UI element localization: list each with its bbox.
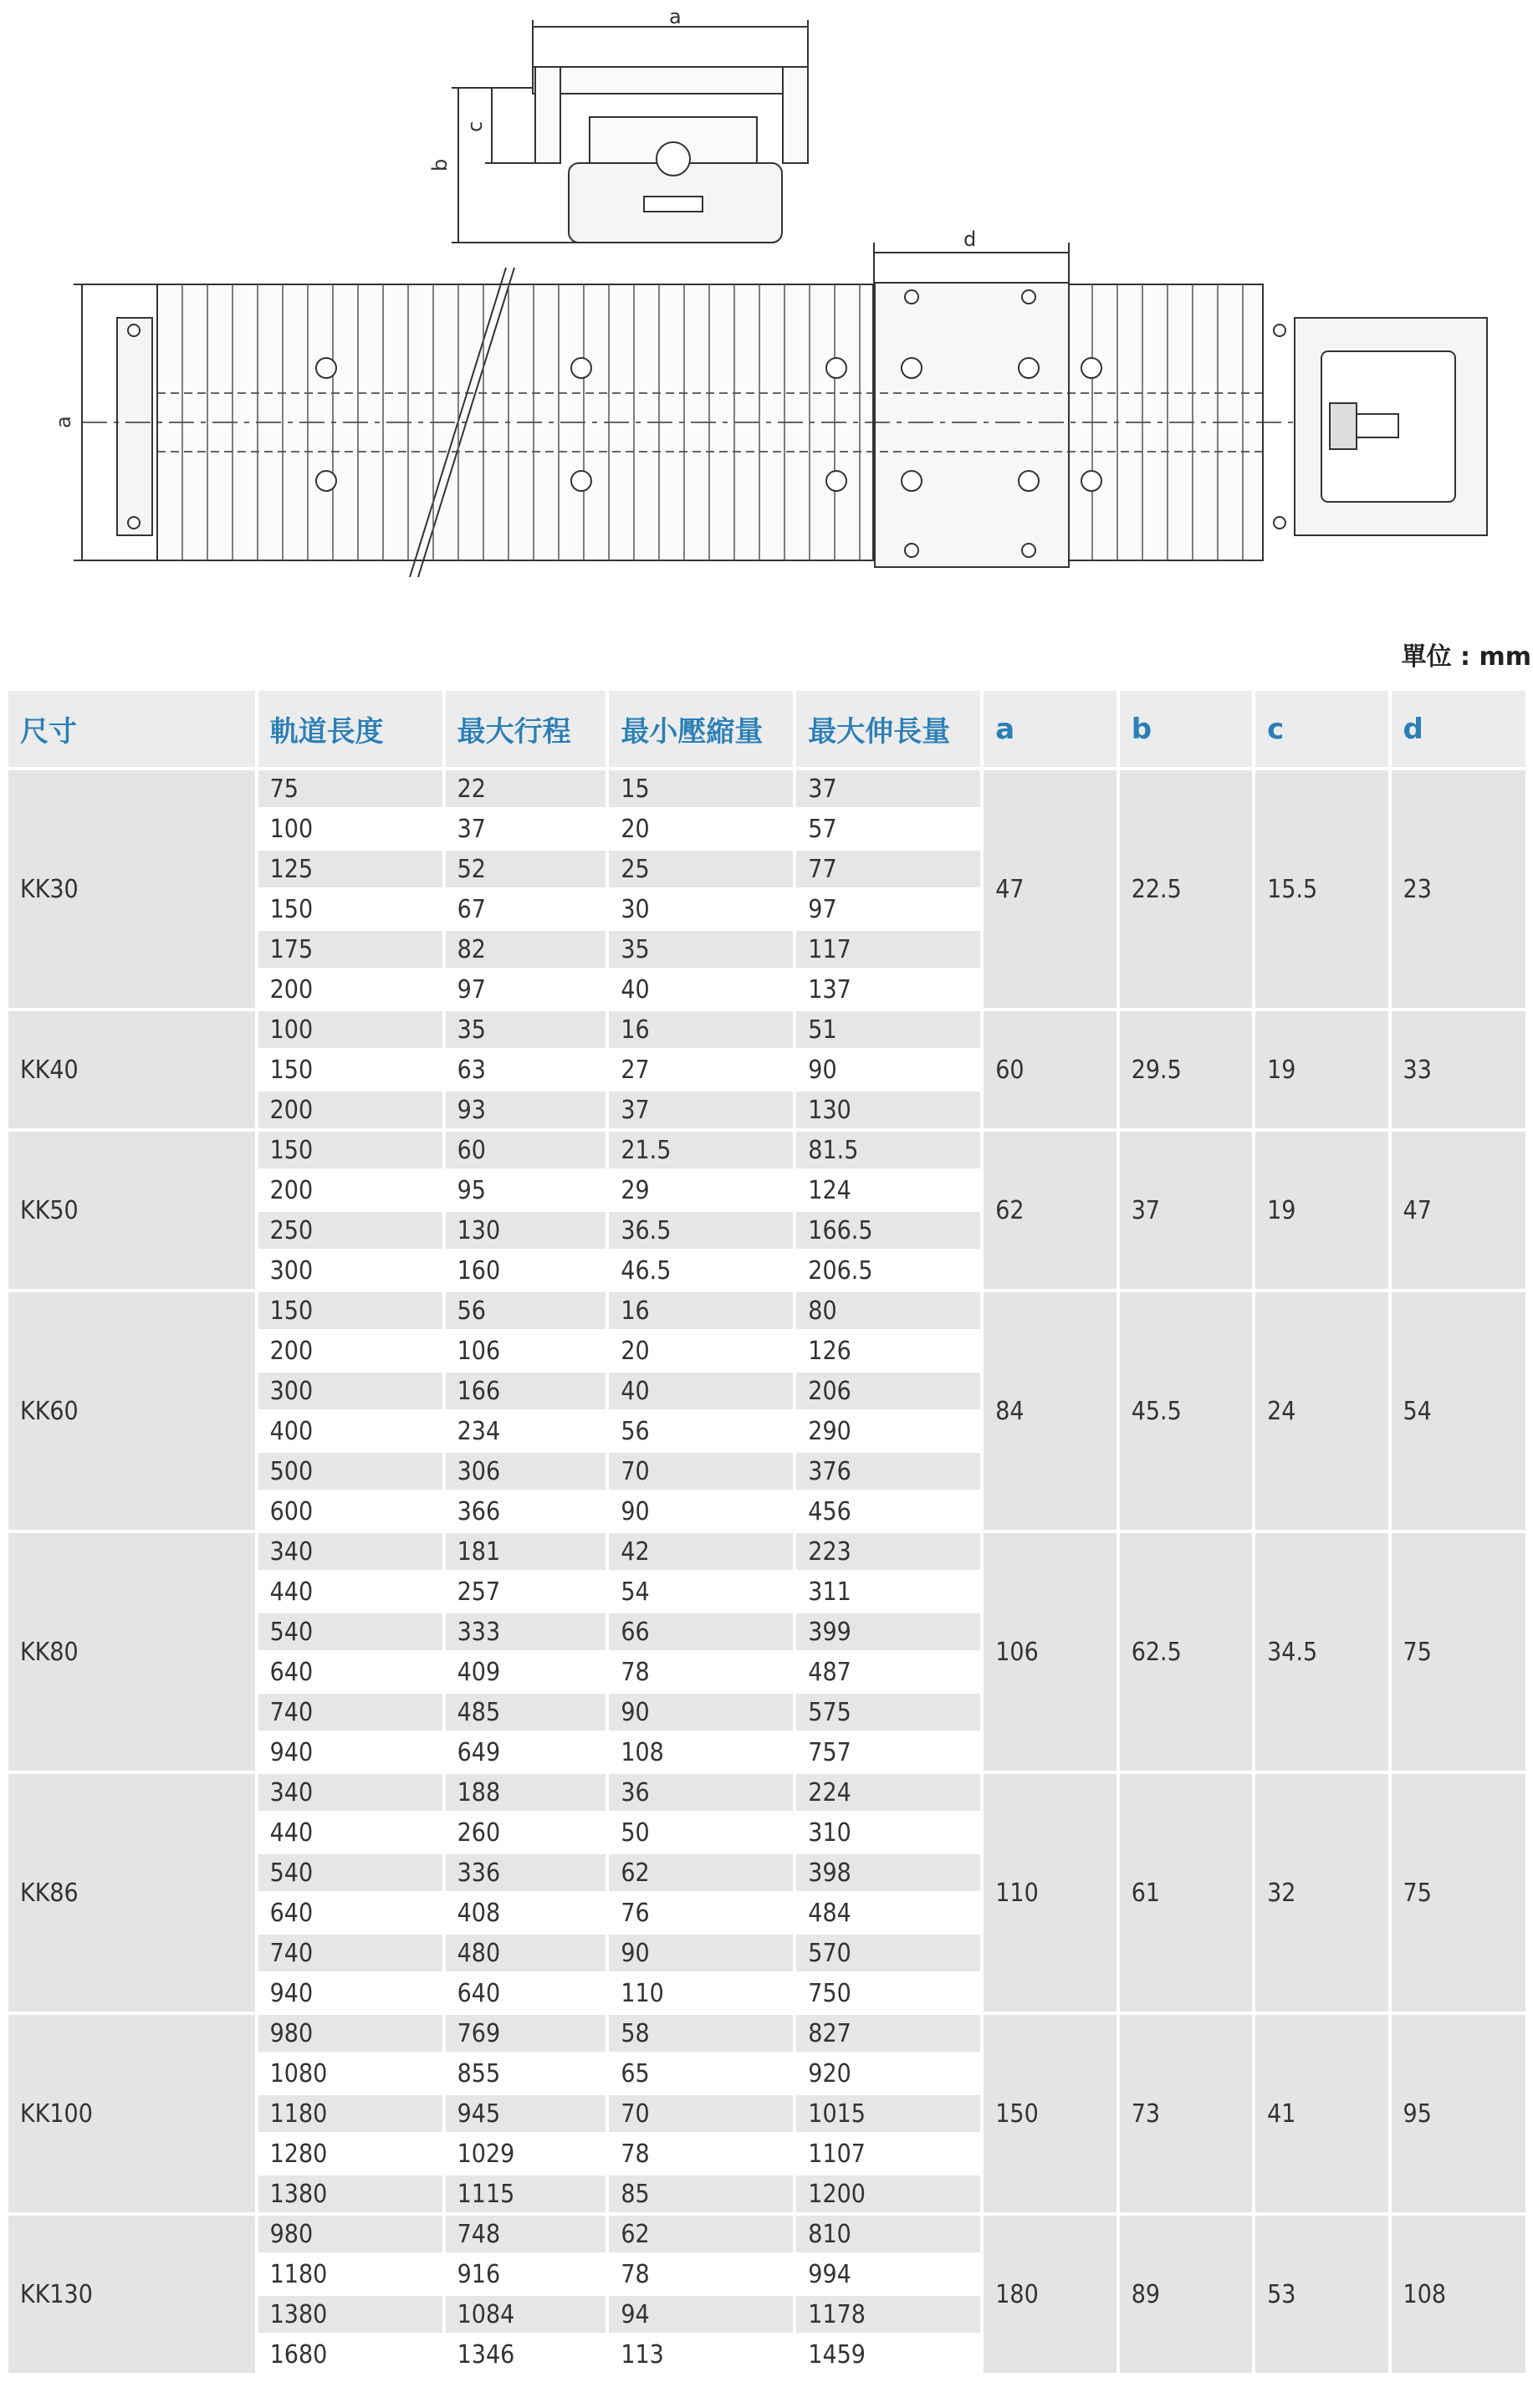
max-extension-cell: 166.5 <box>796 1212 980 1249</box>
min-compression-cell: 35 <box>609 931 793 968</box>
model-cell: KK40 <box>8 1011 255 1128</box>
model-cell: KK130 <box>8 2216 255 2373</box>
rail-length-cell: 440 <box>258 1573 442 1610</box>
min-compression-cell: 30 <box>609 891 793 928</box>
table-body <box>8 770 1525 2373</box>
max-stroke-cell: 97 <box>446 971 606 1008</box>
max-stroke-cell: 37 <box>446 810 606 847</box>
max-stroke-cell: 409 <box>446 1654 606 1690</box>
dim-a-cell: 62 <box>984 1132 1116 1289</box>
dim-b-cell: 73 <box>1120 2015 1252 2212</box>
max-extension-cell: 810 <box>796 2216 980 2252</box>
table-header-row <box>8 691 1525 767</box>
max-stroke-cell: 748 <box>446 2216 606 2252</box>
rail-length-cell: 100 <box>258 810 442 847</box>
max-stroke-cell: 56 <box>446 1292 606 1329</box>
min-compression-cell: 50 <box>609 1814 793 1851</box>
rail-length-cell: 150 <box>258 891 442 928</box>
rail-length-cell: 340 <box>258 1533 442 1570</box>
min-compression-cell: 29 <box>609 1172 793 1209</box>
max-stroke-cell: 306 <box>446 1453 606 1490</box>
dim-b-cell: 29.5 <box>1120 1011 1252 1128</box>
header-max-extension: 最大伸長量 <box>796 691 980 767</box>
min-compression-cell: 36.5 <box>609 1212 793 1249</box>
rail-length-cell: 300 <box>258 1252 442 1289</box>
min-compression-cell: 42 <box>609 1533 793 1570</box>
max-stroke-cell: 181 <box>446 1533 606 1570</box>
min-compression-cell: 90 <box>609 1694 793 1731</box>
max-stroke-cell: 408 <box>446 1894 606 1931</box>
dim-c-cell: 41 <box>1255 2015 1387 2212</box>
end-view <box>452 20 808 243</box>
min-compression-cell: 15 <box>609 770 793 807</box>
min-compression-cell: 54 <box>609 1573 793 1610</box>
table-row <box>8 770 1525 807</box>
max-stroke-cell: 166 <box>446 1373 606 1409</box>
max-stroke-cell: 35 <box>446 1011 606 1048</box>
model-cell: KK50 <box>8 1132 255 1289</box>
max-extension-cell: 206.5 <box>796 1252 980 1289</box>
dim-d-cell: 47 <box>1392 1132 1525 1289</box>
min-compression-cell: 65 <box>609 2055 793 2092</box>
dim-c-cell: 53 <box>1255 2216 1387 2373</box>
max-extension-cell: 399 <box>796 1613 980 1650</box>
dim-c-cell: 15.5 <box>1255 770 1387 1008</box>
header-min-compression: 最小壓縮量 <box>609 691 793 767</box>
min-compression-cell: 94 <box>609 2296 793 2333</box>
max-extension-cell: 1178 <box>796 2296 980 2333</box>
max-stroke-cell: 234 <box>446 1413 606 1449</box>
min-compression-cell: 70 <box>609 1453 793 1490</box>
dim-label-b: b <box>428 158 452 171</box>
max-stroke-cell: 1029 <box>446 2135 606 2172</box>
dim-a-cell: 180 <box>984 2216 1116 2373</box>
dim-b-cell: 62.5 <box>1120 1533 1252 1771</box>
min-compression-cell: 70 <box>609 2095 793 2132</box>
rail-length-cell: 1080 <box>258 2055 442 2092</box>
max-stroke-cell: 1346 <box>446 2336 606 2373</box>
rail-length-cell: 600 <box>258 1493 442 1530</box>
dim-c-cell: 19 <box>1255 1011 1387 1128</box>
max-extension-cell: 570 <box>796 1935 980 1971</box>
dim-c-cell: 24 <box>1255 1292 1387 1530</box>
model-cell: KK100 <box>8 2015 255 2212</box>
table-row <box>8 1132 1525 1168</box>
max-extension-cell: 398 <box>796 1854 980 1891</box>
dim-d-cell: 33 <box>1392 1011 1525 1128</box>
max-extension-cell: 575 <box>796 1694 980 1731</box>
dim-a-cell: 84 <box>984 1292 1116 1530</box>
rail-length-cell: 540 <box>258 1854 442 1891</box>
unit-label: 單位 : mm <box>1401 642 1531 672</box>
min-compression-cell: 85 <box>609 2175 793 2212</box>
min-compression-cell: 56 <box>609 1413 793 1449</box>
header-b: b <box>1120 691 1252 767</box>
max-extension-cell: 290 <box>796 1413 980 1449</box>
max-extension-cell: 130 <box>796 1092 980 1128</box>
rail-length-cell: 1380 <box>258 2175 442 2212</box>
table-row <box>8 1011 1525 1048</box>
max-stroke-cell: 485 <box>446 1694 606 1731</box>
max-stroke-cell: 130 <box>446 1212 606 1249</box>
rail-length-cell: 200 <box>258 1332 442 1369</box>
min-compression-cell: 20 <box>609 810 793 847</box>
max-stroke-cell: 945 <box>446 2095 606 2132</box>
dim-c-cell: 32 <box>1255 1774 1387 2012</box>
max-stroke-cell: 916 <box>446 2256 606 2293</box>
header-d: d <box>1392 691 1525 767</box>
max-stroke-cell: 60 <box>446 1132 606 1168</box>
max-extension-cell: 484 <box>796 1894 980 1931</box>
max-extension-cell: 920 <box>796 2055 980 2092</box>
max-stroke-cell: 769 <box>446 2015 606 2052</box>
rail-length-cell: 440 <box>258 1814 442 1851</box>
dim-d-cell: 95 <box>1392 2015 1525 2212</box>
rail-length-cell: 150 <box>258 1292 442 1329</box>
max-extension-cell: 97 <box>796 891 980 928</box>
table-row <box>8 1292 1525 1329</box>
dim-d-cell: 75 <box>1392 1533 1525 1771</box>
rail-length-cell: 200 <box>258 971 442 1008</box>
header-size: 尺寸 <box>8 691 255 767</box>
rail-length-cell: 100 <box>258 1011 442 1048</box>
dim-a-cell: 110 <box>984 1774 1116 2012</box>
max-extension-cell: 487 <box>796 1654 980 1690</box>
rail-length-cell: 75 <box>258 770 442 807</box>
max-extension-cell: 137 <box>796 971 980 1008</box>
min-compression-cell: 76 <box>609 1894 793 1931</box>
rail-length-cell: 340 <box>258 1774 442 1811</box>
dim-b-cell: 45.5 <box>1120 1292 1252 1530</box>
max-extension-cell: 1200 <box>796 2175 980 2212</box>
max-extension-cell: 77 <box>796 851 980 887</box>
min-compression-cell: 37 <box>609 1092 793 1128</box>
min-compression-cell: 27 <box>609 1051 793 1088</box>
max-stroke-cell: 1084 <box>446 2296 606 2333</box>
min-compression-cell: 16 <box>609 1011 793 1048</box>
spec-table <box>5 688 1529 2376</box>
rail-length-cell: 300 <box>258 1373 442 1409</box>
dim-label-d: d <box>963 228 977 251</box>
rail-length-cell: 175 <box>258 931 442 968</box>
table-row <box>8 2216 1525 2252</box>
max-extension-cell: 310 <box>796 1814 980 1851</box>
max-extension-cell: 57 <box>796 810 980 847</box>
max-extension-cell: 223 <box>796 1533 980 1570</box>
max-stroke-cell: 63 <box>446 1051 606 1088</box>
model-cell: KK80 <box>8 1533 255 1771</box>
max-extension-cell: 1015 <box>796 2095 980 2132</box>
max-stroke-cell: 188 <box>446 1774 606 1811</box>
max-stroke-cell: 257 <box>446 1573 606 1610</box>
max-stroke-cell: 67 <box>446 891 606 928</box>
max-stroke-cell: 106 <box>446 1332 606 1369</box>
rail-length-cell: 500 <box>258 1453 442 1490</box>
max-stroke-cell: 366 <box>446 1493 606 1530</box>
table-row <box>8 1774 1525 1811</box>
max-extension-cell: 117 <box>796 931 980 968</box>
max-extension-cell: 80 <box>796 1292 980 1329</box>
rail-length-cell: 980 <box>258 2216 442 2252</box>
max-extension-cell: 51 <box>796 1011 980 1048</box>
table-row <box>8 1533 1525 1570</box>
min-compression-cell: 21.5 <box>609 1132 793 1168</box>
max-stroke-cell: 260 <box>446 1814 606 1851</box>
min-compression-cell: 108 <box>609 1734 793 1771</box>
max-stroke-cell: 649 <box>446 1734 606 1771</box>
rail-length-cell: 200 <box>258 1092 442 1128</box>
dim-b-cell: 89 <box>1120 2216 1252 2373</box>
max-extension-cell: 456 <box>796 1493 980 1530</box>
min-compression-cell: 20 <box>609 1332 793 1369</box>
max-extension-cell: 827 <box>796 2015 980 2052</box>
max-stroke-cell: 95 <box>446 1172 606 1209</box>
min-compression-cell: 16 <box>609 1292 793 1329</box>
model-cell: KK30 <box>8 770 255 1008</box>
max-extension-cell: 1107 <box>796 2135 980 2172</box>
rail-length-cell: 940 <box>258 1734 442 1771</box>
max-extension-cell: 757 <box>796 1734 980 1771</box>
rail-length-cell: 1180 <box>258 2256 442 2293</box>
max-stroke-cell: 52 <box>446 851 606 887</box>
rail-length-cell: 640 <box>258 1654 442 1690</box>
max-stroke-cell: 1115 <box>446 2175 606 2212</box>
rail-length-cell: 940 <box>258 1975 442 2012</box>
max-extension-cell: 750 <box>796 1975 980 2012</box>
dim-label-c: c <box>463 120 487 132</box>
technical-drawing <box>0 0 1533 602</box>
max-extension-cell: 1459 <box>796 2336 980 2373</box>
rail-length-cell: 150 <box>258 1132 442 1168</box>
rail-length-cell: 640 <box>258 1894 442 1931</box>
header-rail-length: 軌道長度 <box>258 691 442 767</box>
min-compression-cell: 62 <box>609 2216 793 2252</box>
max-extension-cell: 206 <box>796 1373 980 1409</box>
max-stroke-cell: 160 <box>446 1252 606 1289</box>
min-compression-cell: 46.5 <box>609 1252 793 1289</box>
min-compression-cell: 36 <box>609 1774 793 1811</box>
model-cell: KK86 <box>8 1774 255 2012</box>
side-view <box>74 268 1487 577</box>
max-stroke-cell: 333 <box>446 1613 606 1650</box>
max-stroke-cell: 855 <box>446 2055 606 2092</box>
dim-label-a-side: a <box>52 416 75 428</box>
min-compression-cell: 25 <box>609 851 793 887</box>
min-compression-cell: 58 <box>609 2015 793 2052</box>
rail-length-cell: 740 <box>258 1694 442 1731</box>
table-row <box>8 2015 1525 2052</box>
min-compression-cell: 90 <box>609 1493 793 1530</box>
dim-b-cell: 61 <box>1120 1774 1252 2012</box>
rail-length-cell: 540 <box>258 1613 442 1650</box>
max-stroke-cell: 82 <box>446 931 606 968</box>
min-compression-cell: 110 <box>609 1975 793 2012</box>
max-stroke-cell: 93 <box>446 1092 606 1128</box>
dim-d-cell: 23 <box>1392 770 1525 1008</box>
max-stroke-cell: 336 <box>446 1854 606 1891</box>
header-c: c <box>1255 691 1387 767</box>
header-a: a <box>984 691 1116 767</box>
rail-length-cell: 150 <box>258 1051 442 1088</box>
min-compression-cell: 78 <box>609 2256 793 2293</box>
rail-length-cell: 125 <box>258 851 442 887</box>
header-max-stroke: 最大行程 <box>446 691 606 767</box>
rail-length-cell: 980 <box>258 2015 442 2052</box>
max-extension-cell: 124 <box>796 1172 980 1209</box>
min-compression-cell: 113 <box>609 2336 793 2373</box>
rail-length-cell: 400 <box>258 1413 442 1449</box>
dim-d-cell: 108 <box>1392 2216 1525 2373</box>
max-extension-cell: 311 <box>796 1573 980 1610</box>
max-stroke-cell: 640 <box>446 1975 606 2012</box>
rail-length-cell: 200 <box>258 1172 442 1209</box>
max-extension-cell: 376 <box>796 1453 980 1490</box>
min-compression-cell: 78 <box>609 2135 793 2172</box>
dim-a-cell: 106 <box>984 1533 1116 1771</box>
min-compression-cell: 78 <box>609 1654 793 1690</box>
dim-d-cell: 75 <box>1392 1774 1525 2012</box>
rail-length-cell: 250 <box>258 1212 442 1249</box>
max-extension-cell: 90 <box>796 1051 980 1088</box>
rail-length-cell: 740 <box>258 1935 442 1971</box>
max-extension-cell: 994 <box>796 2256 980 2293</box>
dim-c-cell: 19 <box>1255 1132 1387 1289</box>
dim-b-cell: 22.5 <box>1120 770 1252 1008</box>
min-compression-cell: 90 <box>609 1935 793 1971</box>
max-stroke-cell: 480 <box>446 1935 606 1971</box>
dim-c-cell: 34.5 <box>1255 1533 1387 1771</box>
rail-length-cell: 1680 <box>258 2336 442 2373</box>
dim-a-cell: 60 <box>984 1011 1116 1128</box>
min-compression-cell: 40 <box>609 971 793 1008</box>
dim-a-cell: 47 <box>984 770 1116 1008</box>
dim-b-cell: 37 <box>1120 1132 1252 1289</box>
max-extension-cell: 81.5 <box>796 1132 980 1168</box>
rail-length-cell: 1280 <box>258 2135 442 2172</box>
max-extension-cell: 224 <box>796 1774 980 1811</box>
min-compression-cell: 66 <box>609 1613 793 1650</box>
min-compression-cell: 62 <box>609 1854 793 1891</box>
max-stroke-cell: 22 <box>446 770 606 807</box>
rail-length-cell: 1180 <box>258 2095 442 2132</box>
rail-length-cell: 1380 <box>258 2296 442 2333</box>
dim-a-cell: 150 <box>984 2015 1116 2212</box>
min-compression-cell: 40 <box>609 1373 793 1409</box>
dim-label-a-top: a <box>669 5 682 28</box>
max-extension-cell: 126 <box>796 1332 980 1369</box>
model-cell: KK60 <box>8 1292 255 1530</box>
max-extension-cell: 37 <box>796 770 980 807</box>
dim-d-cell: 54 <box>1392 1292 1525 1530</box>
